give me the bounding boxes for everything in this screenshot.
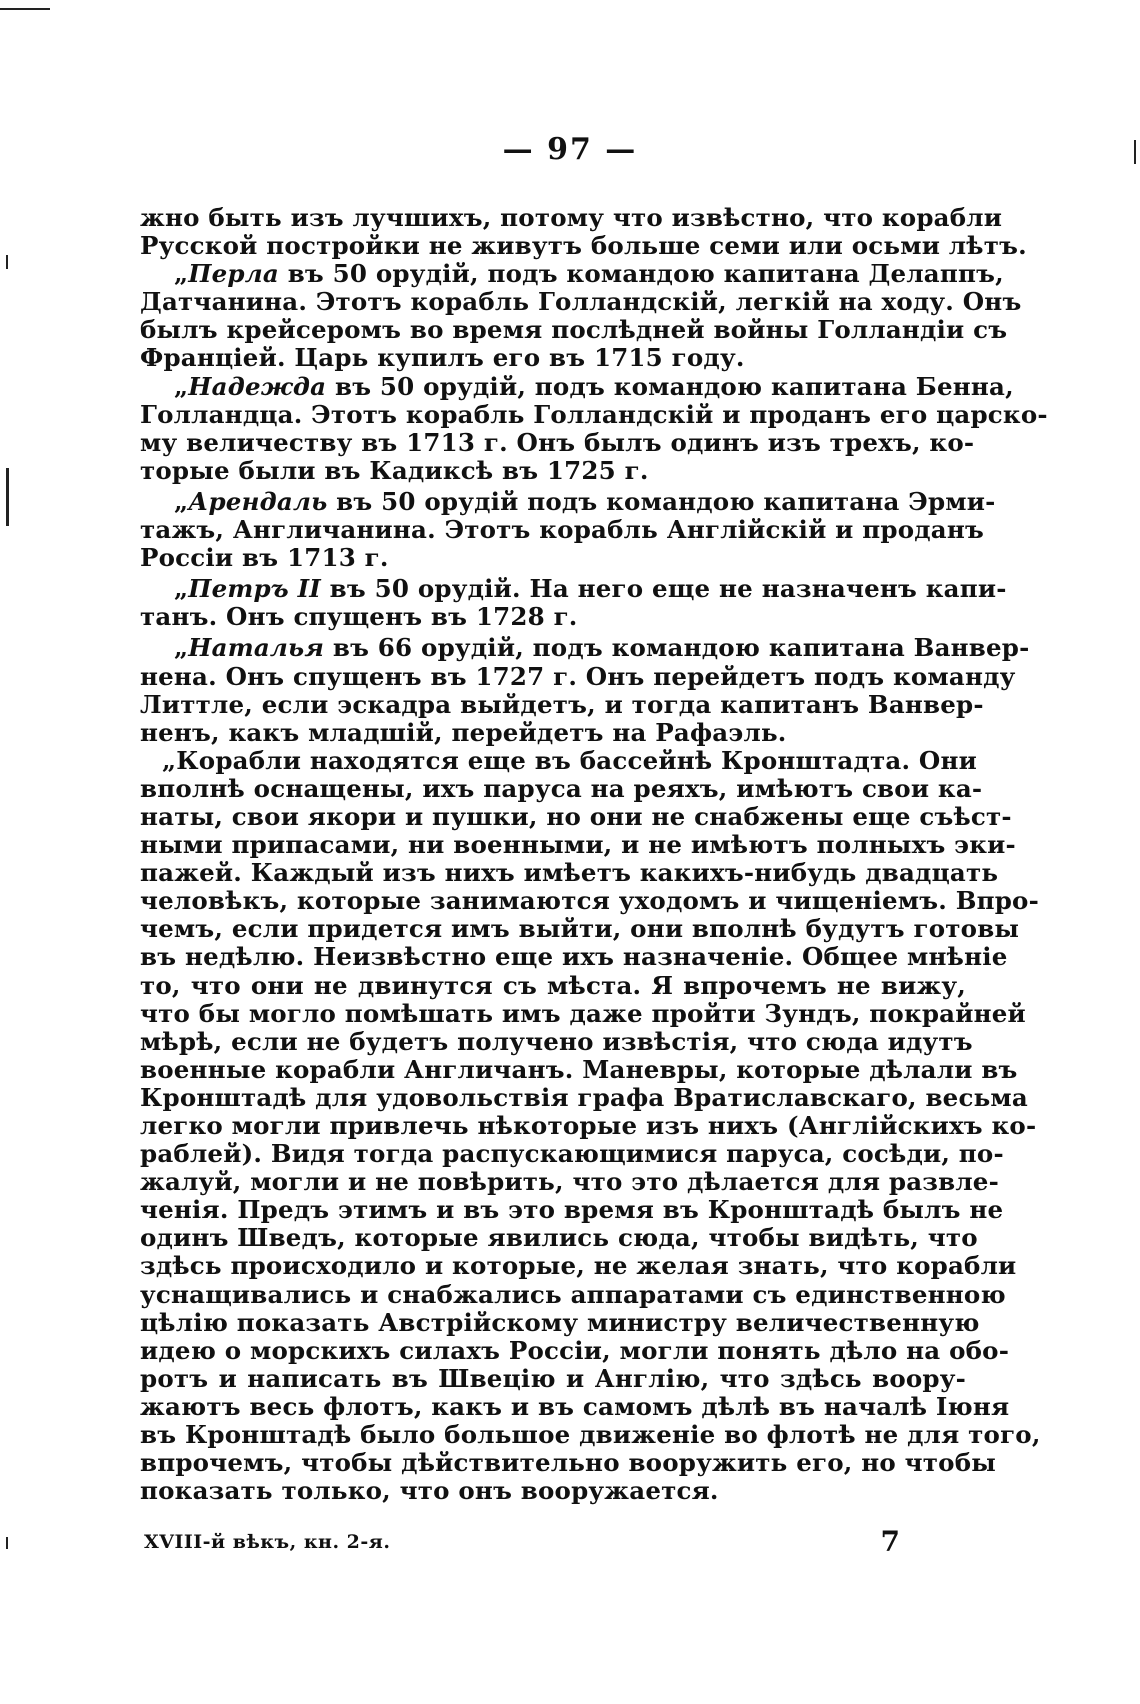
text-line: что бы могло помѣшать имъ даже пройти Зундъ, покрайней [140, 998, 1026, 1028]
text-line: былъ крейсеромъ во время послѣдней войны Голландіи съ [140, 315, 1008, 345]
text-line: „Наталья въ 66 орудій, подъ командою капитана Ванвер- [174, 633, 1030, 663]
text-line: человѣкъ, которые занимаются уходомъ и чищеніемъ. Впро- [140, 886, 1039, 916]
text-line: „Надежда въ 50 орудій, подъ командою капитана Бенна, [174, 371, 1014, 401]
text-line: впрочемъ, чтобы дѣйствительно вооружить его, но чтобы [140, 1448, 996, 1478]
text-line: цѣлію показать Австрійскому министру величественную [140, 1307, 980, 1337]
text-line: Русской постройки не живутъ больше семи или осьми лѣтъ. [140, 231, 1027, 261]
text-line: му величеству въ 1713 г. Онъ былъ одинъ изъ трехъ, ко- [140, 427, 975, 457]
ship-name: Надежда [188, 371, 327, 401]
text-line: „Арендаль въ 50 орудій подъ командою капитана Эрми- [174, 486, 996, 516]
text-line: идею о морскихъ силахъ Россіи, могли понять дѣло на обо- [140, 1335, 1010, 1365]
ship-name: Петръ II [188, 574, 321, 604]
text-line: военные корабли Англичанъ. Маневры, которые дѣлали въ [140, 1054, 1018, 1084]
text-line: мѣрѣ, если не будетъ получено извѣстія, что сюда идутъ [140, 1026, 973, 1056]
text-line: „Петръ II въ 50 орудій. На него еще не назначенъ капи- [174, 574, 1007, 604]
text-line: то, что они не двинутся съ мѣста. Я впрочемъ не вижу, [140, 970, 966, 1000]
text-line: одинъ Шведъ, которые явились сюда, чтобы видѣть, что [140, 1223, 978, 1253]
text-line: жаютъ весь флотъ, какъ и въ самомъ дѣлѣ въ началѣ Іюня [140, 1391, 1010, 1421]
text-line: ненъ, какъ младшій, перейдетъ на Рафаэль. [140, 717, 787, 747]
text-line: жалуй, могли и не повѣрить, что это дѣлается для развле- [140, 1167, 999, 1197]
scan-edge-mark-top [0, 8, 50, 10]
text-line: чемъ, если придется имъ выйти, они вполнѣ будутъ готовы [140, 914, 1020, 944]
ship-name: Арендаль [188, 486, 328, 516]
text-line: Франціей. Царь купилъ его въ 1715 году. [140, 343, 745, 373]
body-text [140, 203, 1048, 1506]
text-line: ченія. Предъ этимъ и въ это время въ Кронштадѣ былъ не [140, 1195, 1004, 1225]
text-line: жно быть изъ лучшихъ, потому что извѣстно, что корабли [140, 203, 1003, 232]
ship-name: Перла [188, 259, 279, 289]
page-number: — 97 — [502, 132, 638, 167]
scan-edge-mark-left [6, 255, 8, 269]
page-footer [144, 1525, 900, 1557]
text-line: Кронштадѣ для удовольствія графа Вратиславскаго, весьма [140, 1082, 1028, 1112]
text-line: Датчанина. Этотъ корабль Голландскій, легкій на ходу. Онъ [140, 287, 1022, 317]
text-line: торые были въ Кадиксѣ въ 1725 г. [140, 455, 649, 485]
text-line: пажей. Каждый изъ нихъ имѣетъ какихъ-нибудь двадцать [140, 858, 999, 888]
printer-signature: XVIII-й вѣкъ, кн. 2-я. [144, 1531, 391, 1553]
text-line: ротъ и написать въ Швецію и Англію, что здѣсь воору- [140, 1363, 966, 1393]
text-line: наты, свои якори и пушки, но они не снабжены еще съѣст- [140, 801, 1012, 831]
text-line: тажъ, Англичанина. Этотъ корабль Англійскій и проданъ [140, 515, 985, 545]
text-line: ными припасами, ни военными, и не имѣютъ полныхъ эки- [140, 830, 1016, 860]
text-line: „Корабли находятся еще въ бассейнѣ Кронштадта. Они [162, 745, 977, 775]
text-line: танъ. Онъ спущенъ въ 1728 г. [140, 602, 578, 632]
text-line: Голландца. Этотъ корабль Голландскій и проданъ его царско- [140, 399, 1048, 429]
text-line: вполнѣ оснащены, ихъ паруса на реяхъ, имѣютъ свои ка- [140, 773, 983, 803]
text-line: въ Кронштадѣ было большое движеніе во флотѣ не для того, [140, 1420, 1041, 1450]
text-line: раблей). Видя тогда распускающимися паруса, сосѣди, по- [140, 1139, 1004, 1169]
text-line: показать только, что онъ вооружается. [140, 1476, 719, 1506]
text-line: легко могли привлечь нѣкоторые изъ нихъ (Англійскихъ ко- [140, 1111, 1037, 1140]
text-line: Литтле, если эскадра выйдетъ, и тогда капитанъ Ванвер- [140, 689, 984, 719]
sheet-number: 7 [880, 1525, 900, 1558]
ship-name: Наталья [188, 633, 325, 663]
text-line: здѣсь происходило и которые, не желая знать, что корабли [140, 1251, 1017, 1281]
scan-edge-mark-left [6, 1537, 8, 1549]
text-line: нена. Онъ спущенъ въ 1727 г. Онъ перейдетъ подъ команду [140, 661, 1016, 691]
text-line: въ недѣлю. Неизвѣстно еще ихъ назначеніе. Общее мнѣніе [140, 942, 1008, 972]
text-line: Россіи въ 1713 г. [140, 543, 389, 573]
scan-edge-mark-left [6, 468, 9, 526]
text-line: уснащивались и снабжались аппаратами съ единственною [140, 1279, 1006, 1309]
text-line: „Перла въ 50 орудій, подъ командою капитана Делаппъ, [174, 259, 1004, 289]
